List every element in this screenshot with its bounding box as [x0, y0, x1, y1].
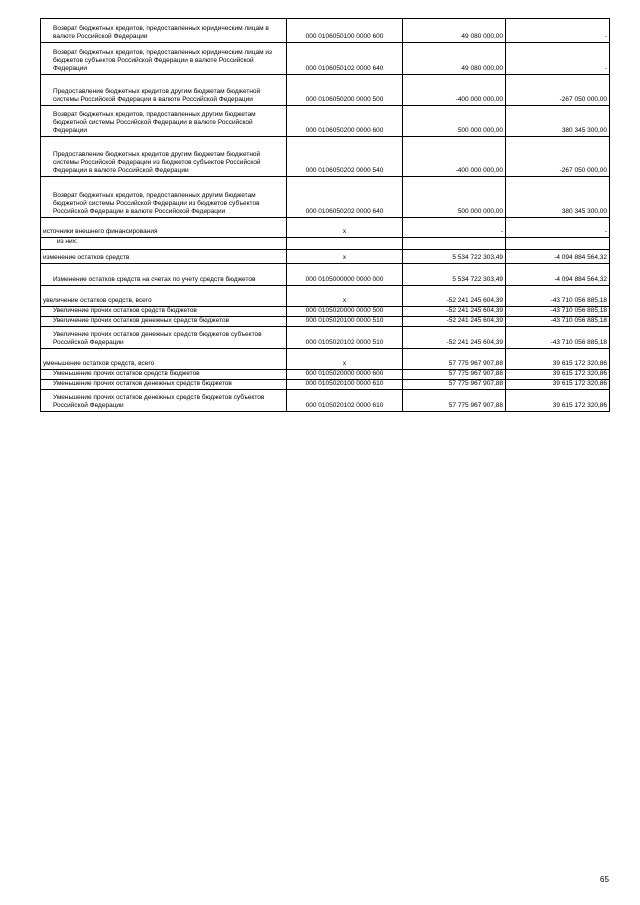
row-code: x	[287, 349, 403, 370]
row-name: Предоставление бюджетных кредитов другим бюджетам бюджетной системы Российской Федерации в валюте Российской Федерации	[41, 75, 287, 106]
row-code: 000 0106050100 0000 600	[287, 19, 403, 43]
row-value-1: 57 775 967 907,88	[403, 380, 506, 390]
table-row	[41, 106, 610, 137]
row-name: Увеличение прочих остатков денежных средств бюджетов субъектов Российской Федерации	[41, 327, 287, 349]
row-name: уменьшение остатков средств, всего	[41, 349, 287, 370]
table-row	[41, 390, 610, 412]
row-value-1: -	[403, 218, 506, 238]
row-name: из них:	[41, 238, 287, 250]
row-value-1: 5 534 722 303,49	[403, 264, 506, 286]
row-code: 000 0106050202 0000 640	[287, 177, 403, 218]
row-value-2: 380 345 300,00	[506, 177, 610, 218]
row-name: Уменьшение прочих остатков денежных средств бюджетов	[41, 380, 287, 390]
row-value-2: -4 094 884 564,32	[506, 264, 610, 286]
table-row	[41, 264, 610, 286]
row-value-1: 57 775 967 907,88	[403, 349, 506, 370]
row-value-2	[506, 238, 610, 250]
row-value-1: 57 775 967 907,88	[403, 370, 506, 380]
row-value-2: -43 710 056 885,18	[506, 327, 610, 349]
table-row	[41, 177, 610, 218]
row-code: x	[287, 218, 403, 238]
row-code: x	[287, 250, 403, 264]
row-name: Предоставление бюджетных кредитов другим бюджетам бюджетной системы Российской Федерации из бюджетов субъектов Российской Федерации в валюте Российской Федерации	[41, 137, 287, 177]
table-row	[41, 286, 610, 307]
row-value-2: 39 615 172 320,86	[506, 380, 610, 390]
row-value-1: 49 080 000,00	[403, 19, 506, 43]
row-name: Уменьшение прочих остатков денежных средств бюджетов субъектов Российской Федерации	[41, 390, 287, 412]
row-value-2: 39 615 172 320,86	[506, 349, 610, 370]
table-row	[41, 250, 610, 264]
table-row	[41, 307, 610, 317]
row-code: 000 0105020000 0000 600	[287, 370, 403, 380]
row-value-2: 39 615 172 320,86	[506, 390, 610, 412]
row-value-1: -400 000 000,00	[403, 137, 506, 177]
row-code	[287, 238, 403, 250]
row-value-2: -267 050 000,00	[506, 137, 610, 177]
row-code: 000 0105020100 0000 510	[287, 317, 403, 327]
row-code: 000 0105020102 0000 610	[287, 390, 403, 412]
row-value-1: 5 534 722 303,49	[403, 250, 506, 264]
row-value-2: -267 050 000,00	[506, 75, 610, 106]
table-row	[41, 19, 610, 43]
row-value-2: -	[506, 19, 610, 43]
row-code: 000 0106050202 0000 540	[287, 137, 403, 177]
row-value-1	[403, 238, 506, 250]
row-name: Возврат бюджетных кредитов, предоставленных юридическим лицам в валюте Российской Федерации	[41, 19, 287, 43]
table-row	[41, 238, 610, 250]
row-value-2: -43 710 056 885,18	[506, 307, 610, 317]
row-value-2: -	[506, 218, 610, 238]
row-value-1: -52 241 245 604,39	[403, 286, 506, 307]
row-value-2: -43 710 056 885,18	[506, 286, 610, 307]
row-name: Возврат бюджетных кредитов, предоставленных другим бюджетам бюджетной системы Российской Федерации из бюджетов субъектов Российской Федерации в валюте Российской Федерации	[41, 177, 287, 218]
page-number: 65	[600, 875, 609, 884]
table-row	[41, 317, 610, 327]
row-code: 000 0105020100 0000 610	[287, 380, 403, 390]
row-name: Увеличение прочих остатков средств бюджетов	[41, 307, 287, 317]
row-value-1: -400 000 000,00	[403, 75, 506, 106]
row-code: 000 0105020000 0000 500	[287, 307, 403, 317]
row-value-2: 380 345 300,00	[506, 106, 610, 137]
row-value-1: -52 241 245 604,39	[403, 327, 506, 349]
row-code: x	[287, 286, 403, 307]
table-row	[41, 327, 610, 349]
table-row	[41, 380, 610, 390]
row-name: изменение остатков средств	[41, 250, 287, 264]
table-row	[41, 370, 610, 380]
row-name: Уменьшение прочих остатков средств бюджетов	[41, 370, 287, 380]
table-row	[41, 349, 610, 370]
table-row	[41, 137, 610, 177]
financing-sources-table-container	[40, 18, 609, 412]
row-value-1: -52 241 245 604,39	[403, 317, 506, 327]
row-value-1: -52 241 245 604,39	[403, 307, 506, 317]
row-value-1: 500 000 000,00	[403, 106, 506, 137]
table-row	[41, 75, 610, 106]
row-value-2: -43 710 056 885,18	[506, 317, 610, 327]
row-value-1: 500 000 000,00	[403, 177, 506, 218]
row-name: Изменение остатков средств на счетах по учету средств бюджетов	[41, 264, 287, 286]
row-value-2: 39 615 172 320,86	[506, 370, 610, 380]
row-code: 000 0106050200 0000 500	[287, 75, 403, 106]
row-value-2: -4 094 884 564,32	[506, 250, 610, 264]
row-name: увеличение остатков средств, всего	[41, 286, 287, 307]
row-code: 000 0105020102 0000 510	[287, 327, 403, 349]
row-value-2: -	[506, 43, 610, 75]
row-code: 000 0106050102 0000 640	[287, 43, 403, 75]
row-code: 000 0106050200 0000 600	[287, 106, 403, 137]
row-name: Увеличение прочих остатков денежных средств бюджетов	[41, 317, 287, 327]
row-code: 000 0105000000 0000 000	[287, 264, 403, 286]
row-name: Возврат бюджетных кредитов, предоставленных юридическим лицам из бюджетов субъектов Российской Федерации в валюте Российской Федерации	[41, 43, 287, 75]
financing-sources-table	[40, 18, 610, 412]
row-name: источники внешнего финансирования	[41, 218, 287, 238]
table-row	[41, 43, 610, 75]
row-value-1: 49 080 000,00	[403, 43, 506, 75]
table-row	[41, 218, 610, 238]
row-name: Возврат бюджетных кредитов, предоставленных другим бюджетам бюджетной системы Российской Федерации в валюте Российской Федерации	[41, 106, 287, 137]
row-value-1: 57 775 967 907,88	[403, 390, 506, 412]
